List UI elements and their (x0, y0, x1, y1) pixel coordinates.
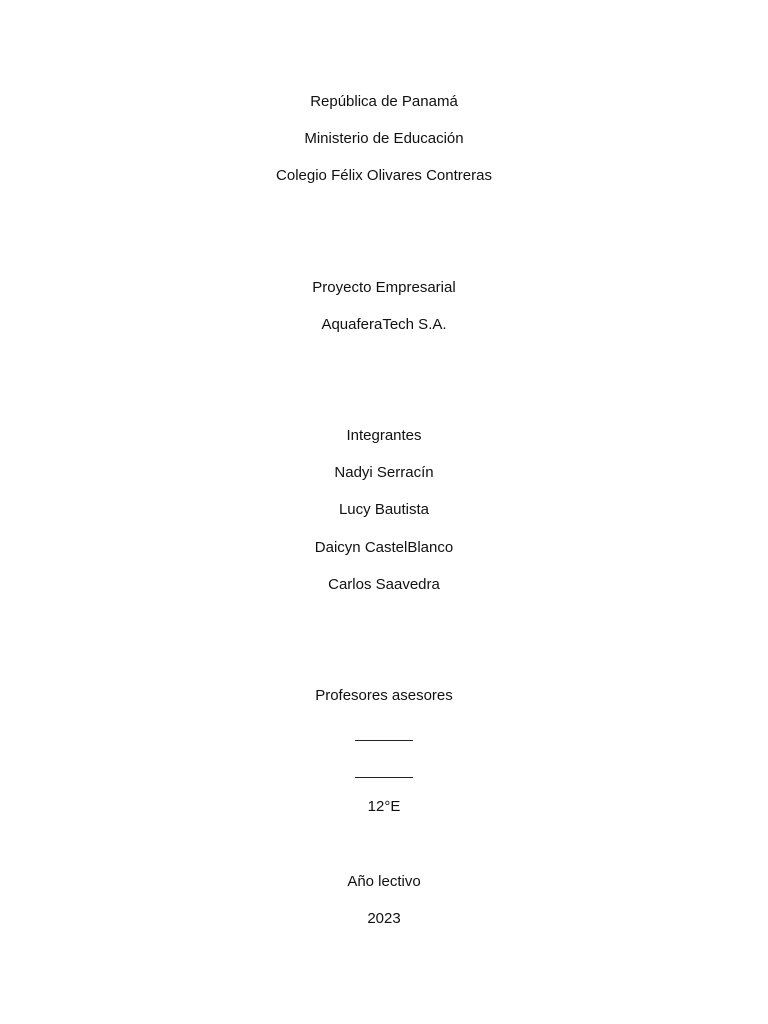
member-name: Nadyi Serracín (334, 464, 434, 481)
country-name: República de Panamá (310, 93, 458, 110)
advisors-heading: Profesores asesores (315, 687, 453, 704)
school-name: Colegio Félix Olivares Contreras (276, 167, 492, 184)
member-name: Lucy Bautista (338, 501, 430, 518)
member-name: Daicyn CastelBlanco (314, 539, 454, 556)
company-name: AquaferaTech S.A. (321, 316, 447, 333)
advisor-signature-line (355, 777, 413, 778)
project-label: Proyecto Empresarial (312, 279, 456, 296)
member-name: Carlos Saavedra (328, 576, 440, 593)
year-value: 2023 (367, 910, 401, 927)
ministry-name: Ministerio de Educación (304, 130, 464, 147)
class-group: 12°E (367, 798, 401, 815)
year-label: Año lectivo (347, 873, 421, 890)
members-heading: Integrantes (346, 427, 422, 444)
advisor-signature-line (355, 740, 413, 741)
